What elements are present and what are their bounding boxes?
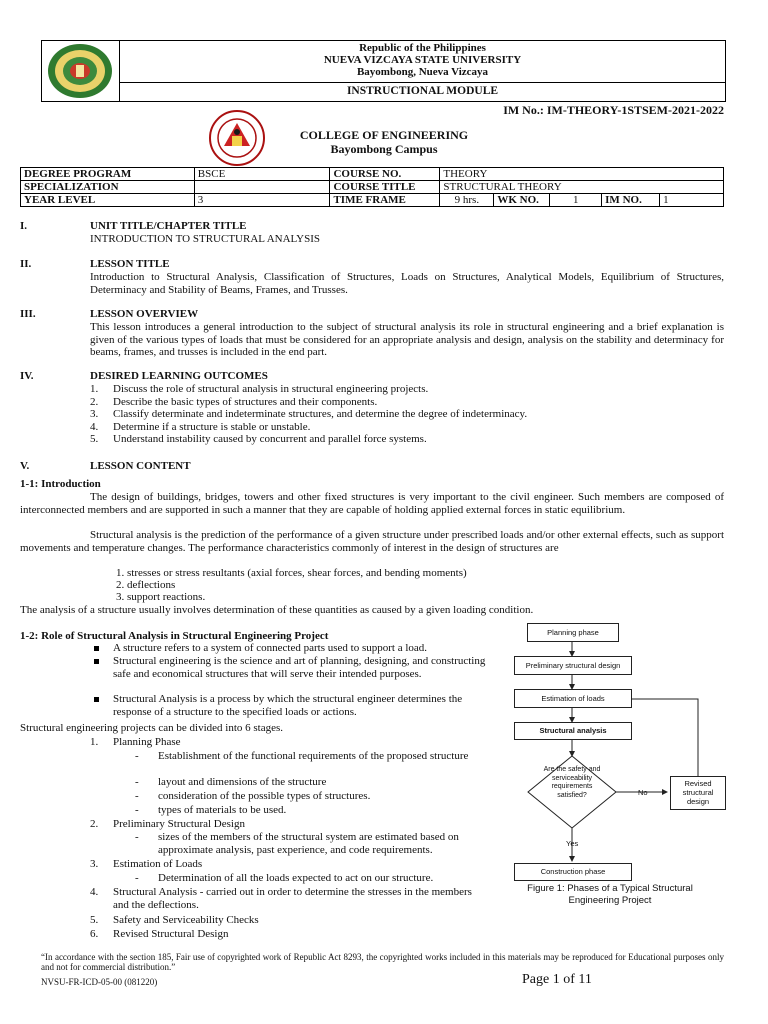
section-3-title: LESSON OVERVIEW [90,308,199,320]
section-1-title: UNIT TITLE/CHAPTER TITLE [90,220,247,232]
time-frame-label: TIME FRAME [330,194,440,207]
stage-1-detail-1: Establishment of the functional requirements of the proposed structure [158,750,469,762]
stage-3-detail-1: Determination of all the loads expected to act on our structure. [158,872,434,884]
stage-2-title: Preliminary Structural Design [113,818,245,830]
im-number: IM No.: IM-THEORY-1STSEM-2021-2022 [503,103,724,117]
role-bullet-2: Structural engineering is the science and art of planning, designing, and constructing safe and economical structures that will serve their intended purposes. [94,655,494,680]
university-name: NUEVA VIZCAYA STATE UNIVERSITY [323,54,522,66]
flow-no-label: No [638,788,648,797]
section-3-number: III. [20,308,36,320]
dash: - [135,804,139,816]
list-item: 5. Understand instability caused by concurrent and parallel force systems. [90,433,427,445]
stage-1-title: Planning Phase [113,736,181,748]
flow-structural-analysis: Structural analysis [514,722,632,740]
republic-line: Republic of the Philippines [359,42,486,54]
flow-decision: Are the safety and serviceability requirements satisfied? [543,766,601,799]
course-title-value: STRUCTURAL THEORY [440,181,724,194]
year-level-label: YEAR LEVEL [21,194,195,207]
course-title-label: COURSE TITLE [330,181,440,194]
stage-1-detail-3: consideration of the possible types of structures. [158,790,371,802]
stage-6-number: 6. [90,928,99,940]
stage-5-title: Safety and Serviceability Checks [113,914,259,926]
specialization-value [194,181,330,194]
section-3-text: This lesson introduces a general introduction to the subject of structural analysis its role in structural engineering and a brief explanation is given of the various types of loads that must be considered for an appropriate analysis and design, analysis on the stability and determinacy for beams, frames, and trusses is included in the end part. [90,321,724,358]
performance-item-2: 2. deflections [116,579,176,591]
stage-4-title: Structural Analysis - carried out in order to determine the stresses in the members and the deflections. [113,886,472,911]
dash: - [135,790,139,802]
list-item: 2. Describe the basic types of structures and their components. [90,395,378,408]
university-logo-cell [42,41,120,101]
intro-heading: 1-1: Introduction [20,478,101,490]
college-name: COLLEGE OF ENGINEERING [299,128,469,142]
im-no-value: 1 [660,194,724,207]
degree-program-label: DEGREE PROGRAM [21,168,195,181]
wk-no-value: 1 [550,194,602,207]
course-info-table [20,167,724,207]
role-heading: 1-2: Role of Structural Analysis in Structural Engineering Project [20,630,329,642]
stage-3-title: Estimation of Loads [113,858,203,870]
year-level-value: 3 [194,194,330,207]
stage-2-number: 2. [90,818,99,830]
specialization-label: SPECIALIZATION [21,181,195,194]
flow-preliminary-design: Preliminary structural design [514,656,632,675]
stage-3-number: 3. [90,858,99,870]
copyright-notice: “In accordance with the section 185, Fair use of copyrighted work of Republic Act 8293, the copyrighted works included in this materials may be reproduced for Educational purposes only and not for commercial distribution.” [41,952,724,972]
dash: - [135,776,139,788]
college-heading [0,128,768,156]
dash: - [135,872,139,884]
bullet-square-icon [94,646,99,651]
list-item: 1. Discuss the role of structural analysis in structural engineering projects. [90,383,429,395]
time-frame-value: 9 hrs. [440,194,494,207]
role-bullet-1: A structure refers to a system of connected parts used to support a load. [94,642,494,655]
stage-1-detail-4: types of materials to be used. [158,804,287,816]
header-box [41,40,726,102]
list-item: 4. Determine if a structure is stable or unstable. [90,420,311,433]
section-2-title: LESSON TITLE [90,258,170,270]
performance-item-3: 3. support reactions. [116,591,206,603]
stage-5-number: 5. [90,914,99,926]
flow-revised-design: Revised structural design [670,776,726,810]
course-no-label: COURSE NO. [330,168,440,181]
stage-1-number: 1. [90,736,99,748]
page-number: Page 1 of 11 [522,972,592,987]
course-no-value: THEORY [440,168,724,181]
table-row [21,168,724,181]
flow-construction-phase: Construction phase [514,863,632,881]
stages-intro: Structural engineering projects can be divided into 6 stages. [20,722,284,734]
section-2-number: II. [20,258,32,270]
section-1-text: INTRODUCTION TO STRUCTURAL ANALYSIS [90,233,321,245]
performance-item-1: 1. stresses or stress resultants (axial forces, shear forces, and bending moments) [116,567,467,579]
section-4-number: IV. [20,370,34,382]
module-label: INSTRUCTIONAL MODULE [346,85,499,97]
header-titles [120,41,725,83]
bullet-square-icon [94,697,99,702]
form-code: NVSU-FR-ICD-05-00 (081220) [41,977,158,987]
degree-program-value: BSCE [194,168,330,181]
learning-outcomes-list [90,383,527,446]
nvsu-seal-icon [42,41,119,101]
flow-estimation-of-loads: Estimation of loads [514,689,632,708]
table-row [21,194,724,207]
section-2-text: Introduction to Structural Analysis, Classification of Structures, Loads on Structures, Analytical Models, Equilibrium of Structures, Determinacy and Stability of Beams, Frames, and Trusses. [90,271,724,296]
stage-2-detail-1: sizes of the members of the structural system are estimated based on approximate analysis, past experience, and code requirements. [158,831,459,856]
table-row [21,181,724,194]
intro-paragraph-3: The analysis of a structure usually involves determination of these quantities as caused by a given loading condition. [20,604,534,616]
section-4-title: DESIRED LEARNING OUTCOMES [90,370,268,382]
list-item: 3. Classify determinate and indeterminate structures, and determine the degree of indeterminacy. [90,408,528,420]
intro-paragraph-1: The design of buildings, bridges, towers and other fixed structures is very important to the civil engineer. Such members are composed of interconnected members and are supported in such a manner that they are capable of holding applied external forces in static equilibrium. [20,491,724,516]
stage-1-detail-2: layout and dimensions of the structure [158,776,327,788]
campus-name: Bayombong Campus [330,142,438,156]
section-5-title: LESSON CONTENT [90,460,191,472]
dash: - [135,750,139,762]
university-address: Bayombong, Nueva Vizcaya [356,66,489,78]
wk-no-label: WK NO. [494,194,550,207]
bullet-square-icon [94,659,99,664]
figure-caption: Figure 1: Phases of a Typical Structural Engineering Project [527,883,693,906]
im-no-label: IM NO. [602,194,660,207]
intro-paragraph-2: Structural analysis is the prediction of the performance of a given structure under prescribed loads and/or other external effects, such as support movements and temperature changes. The performance characteristics commonly of interest in the design of structures are [20,529,724,554]
section-1-number: I. [20,220,28,232]
dash: - [135,831,139,843]
role-bullet-3: Structural Analysis is a process by which the structural engineer determines the response of a structure to the specified loads or actions. [94,693,494,718]
stage-4-number: 4. [90,886,99,898]
section-5-number: V. [20,460,30,472]
flow-planning-phase: Planning phase [527,623,619,642]
flow-yes-label: Yes [566,839,579,848]
stage-6-title: Revised Structural Design [113,928,229,940]
